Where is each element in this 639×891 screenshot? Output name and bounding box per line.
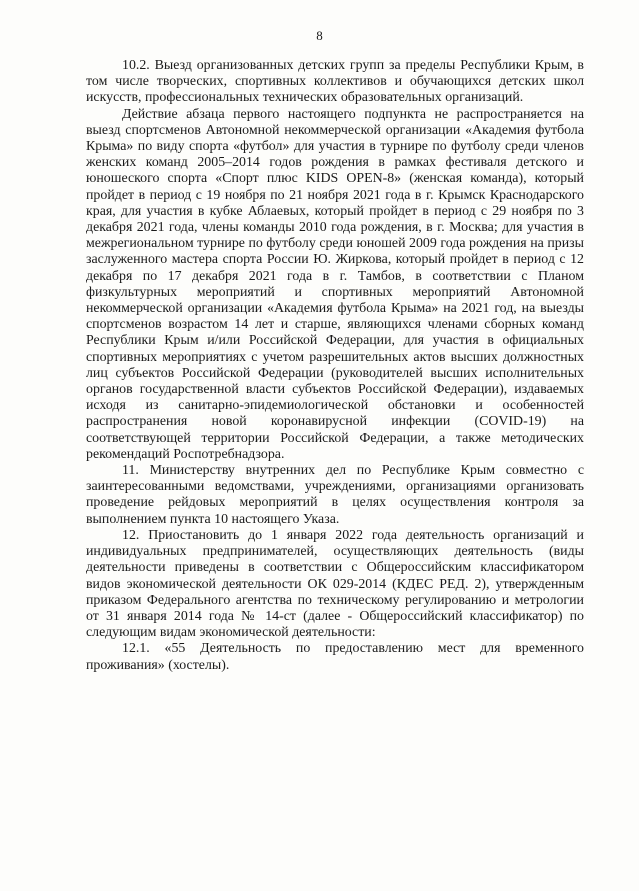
paragraph-exception: Действие абзаца первого настоящего подпункта не распространяется на выезд спортсменов Автономной некоммерческой организации «Академия футбола Крыма» по виду спорта «футбол» для участия в турнире по футболу среди членов женских команд 2005–2014 годов рождения в рамках фестиваля детского и юношеского спорта «Спорт плюс KIDS OPEN-8» (женская команда), который пройдет в период с 19 ноября по 21 ноября 2021 года в г. Крымск Краснодарского края, для участия в кубке Аблаевых, который пройдет в период с 29 ноября по 3 декабря 2021 года, члены команды 2010 года рождения, в г. Москва; для участия в межрегиональном турнире по футболу среди юношей 2009 года рождения на призы заслуженного мастера спорта России Ю. Жиркова, который пройдет в период с 12 декабря по 17 декабря 2021 года в г. Тамбов, в соответствии с Планом физкультурных мероприятий и спортивных мероприятий Автономной некоммерческой организации «Академия футбола Крыма» на 2021 год, на выезды спортсменов возрастом 14 лет и старше, являющихся членами сборных команд Республики Крым и/или Российской Федерации, для участия в официальных спортивных мероприятиях с учетом разрешительных актов высших должностных лиц субъектов Российской Федерации (руководителей высших исполнительных органов государственной власти субъектов Российской Федерации), издаваемых исходя из санитарно-эпидемиологической обстановки и особенностей распространения новой коронавирусной инфекции (COVID-19) на соответствующей территории Российской Федерации, а также методических рекомендаций Роспотребнадзора. xyxy=(86,106,584,462)
paragraph-12-1: 12.1. «55 Деятельность по предоставлению мест для временного проживания» (хостелы). xyxy=(86,641,584,673)
document-body xyxy=(86,58,584,674)
paragraph-11: 11. Министерству внутренних дел по Республике Крым совместно с заинтересованными ведомствами, учреждениями, организациями организовать проведение рейдовых мероприятий в целях осуществления контроля за выполнением пункта 10 настоящего Указа. xyxy=(86,463,584,527)
paragraph-12: 12. Приостановить до 1 января 2022 года деятельность организаций и индивидуальных предпринимателей, осуществляющих деятельность (виды деятельности приведены в соответствии с Общероссийским классификатором видов экономической деятельности ОК 029-2014 (КДЕС РЕД. 2), утвержденным приказом Федерального агентства по техническому регулированию и метрологии от 31 января 2014 года № 14-ст (далее - Общероссийский классификатор) по следующим видам экономической деятельности: xyxy=(86,527,584,641)
paragraph-10-2: 10.2. Выезд организованных детских групп за пределы Республики Крым, в том числе творческих, спортивных коллективов и обучающихся детских школ искусств, профессиональных технических образовательных организаций. xyxy=(86,58,584,106)
page-number: 8 xyxy=(316,28,323,43)
